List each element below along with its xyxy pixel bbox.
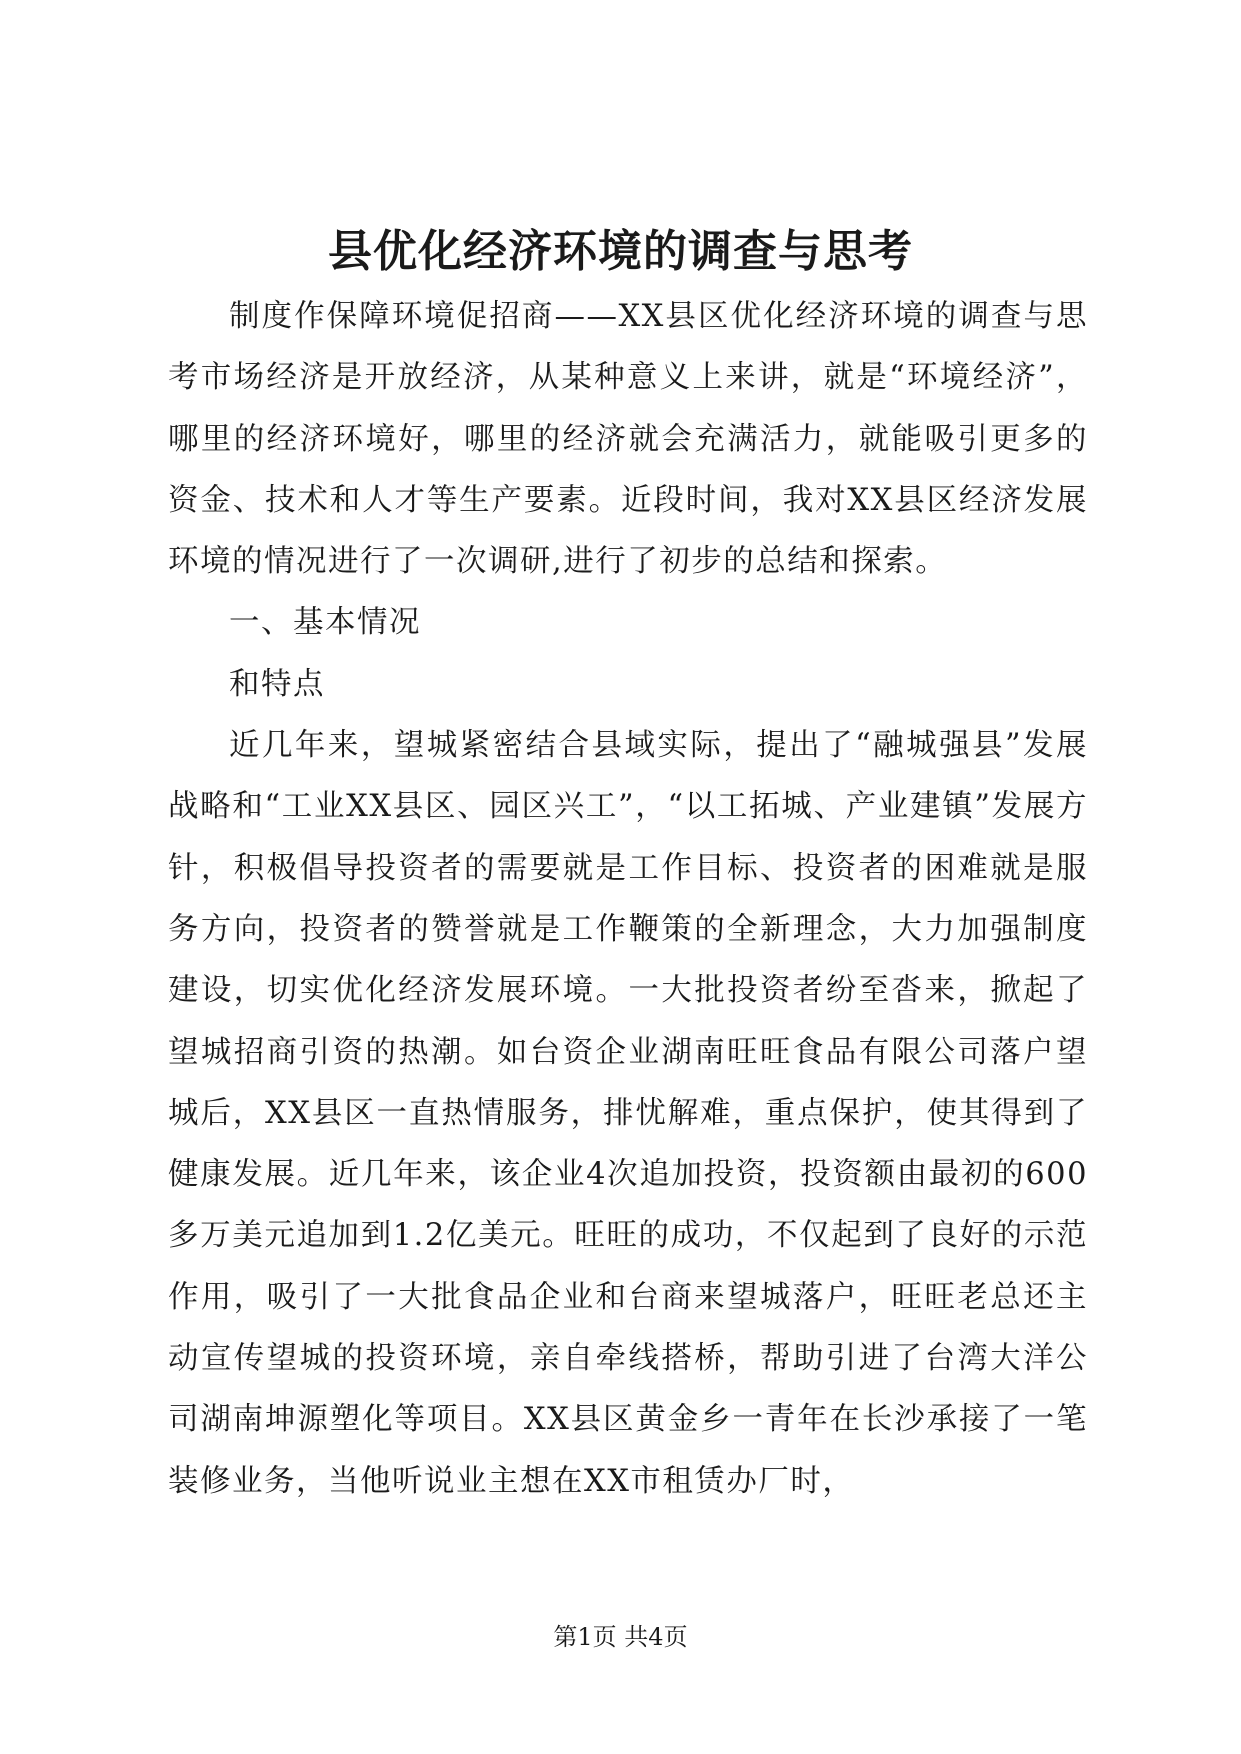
page-number-footer: 第1页 共4页 [553,1623,688,1651]
document-title: 县优化经济环境的调查与思考 [328,226,913,277]
section-heading: 一、基本情况 [229,605,421,641]
section-heading-continued: 和特点 [229,666,325,702]
paragraph-main: 近几年来，望城紧密结合县域实际，提出了“融城强县”发展战略和“工业XX县区、园区兴工”，“以工拓城、产业建镇”发展方针，积极倡导投资者的需要就是工作目标、投资者的困难就是服务方向，投资者的赞誉就是工作鞭策的全新理念，大力加强制度建设，切实优化经济发展环境。一大批投资者纷至沓来，掀起了望城招商引资的热潮。如台资企业湖南旺旺食品有限公司落户望城后，XX县区一直热情服务，排忧解难，重点保护，使其得到了健康发展。近几年来，该企业4次追加投资，投资额由最初的600多万美元追加到1.2亿美元。旺旺的成功，不仅起到了良好的示范作用，吸引了一大批食品企业和台商来望城落户，旺旺老总还主动宣传望城的投资环境，亲自牵线搭桥，帮助引进了台湾大洋公司湖南坤源塑化等项目。XX县区黄金乡一青年在长沙承接了一笔装修业务，当他听说业主想在XX市租赁办厂时， [168,728,1088,1499]
document-body [168,286,1088,1512]
paragraph-intro: 制度作保障环境促招商——XX县区优化经济环境的调查与思考市场经济是开放经济，从某种意义上来讲，就是“环境经济”，哪里的经济环境好，哪里的经济就会充满活力，就能吸引更多的资金、技术和人才等生产要素。近段时间，我对XX县区经济发展环境的情况进行了一次调研,进行了初步的总结和探索。 [168,299,1088,580]
